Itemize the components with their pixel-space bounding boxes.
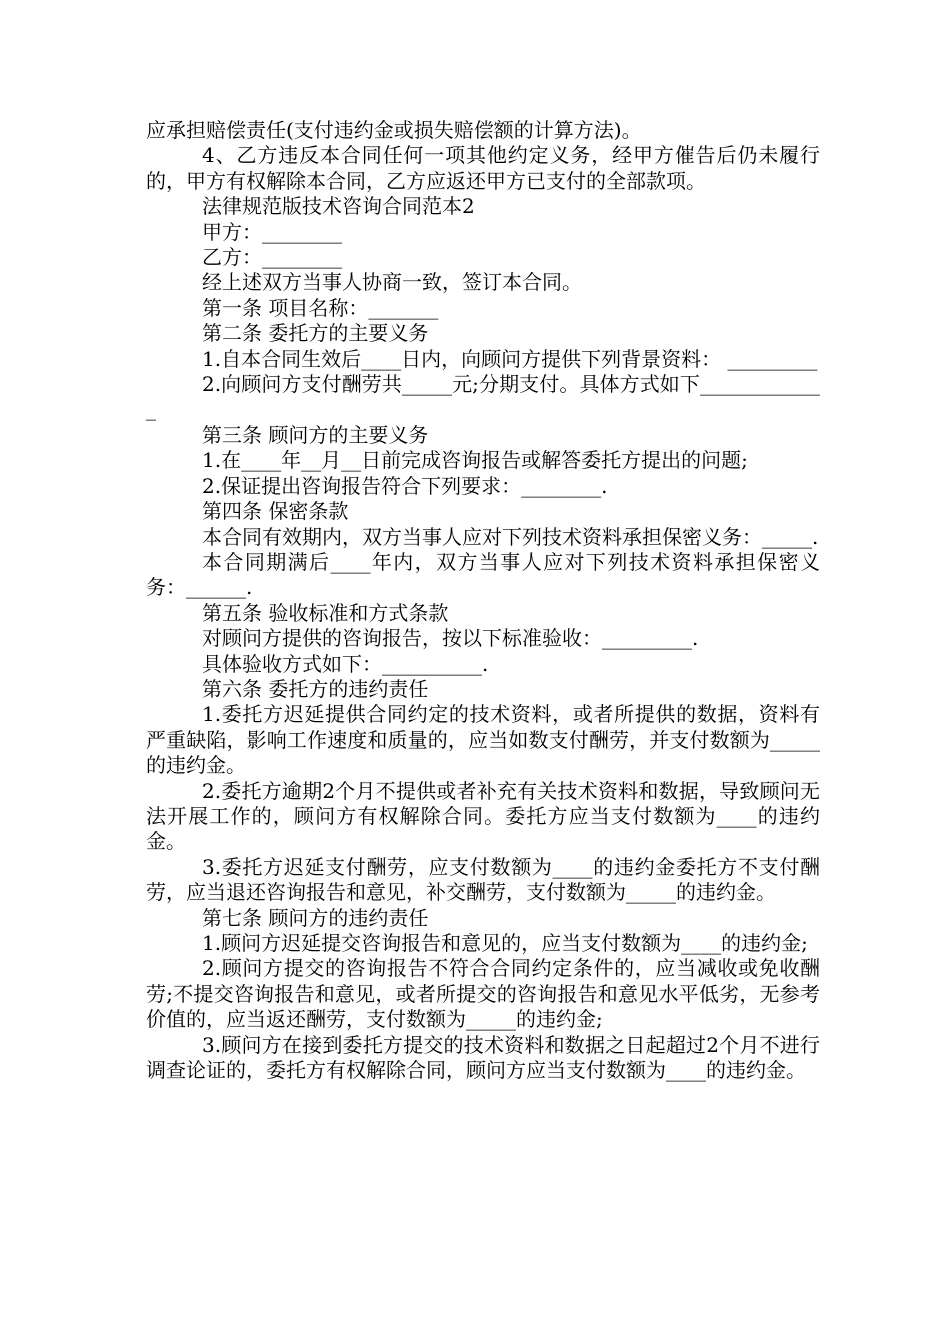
paragraph: 对顾问方提供的咨询报告，按以下标准验收：_________. <box>202 626 699 651</box>
paragraph: 本合同期满后____年内，双方当事人应对下列技术资料承担保密义务：______. <box>146 549 820 600</box>
paragraph: 本合同有效期内，双方当事人应对下列技术资料承担保密义务：_____. <box>202 524 819 549</box>
paragraph: 3.顾问方在接到委托方提交的技术资料和数据之日起超过2个月不进行调查论证的，委托方有权解除合同，顾问方应当支付数额为____的违约金。 <box>146 1032 820 1083</box>
paragraph: 2.保证提出咨询报告符合下列要求：________. <box>202 473 608 498</box>
paragraph: 第七条 顾问方的违约责任 <box>202 905 429 930</box>
paragraph: 第四条 保密条款 <box>202 499 349 524</box>
paragraph: 第二条 委托方的主要义务 <box>202 321 429 346</box>
paragraph: 3.委托方迟延支付酬劳，应支付数额为____的违约金委托方不支付酬劳，应当退还咨询报告和意见，补交酬劳，支付数额为_____的违约金。 <box>146 854 820 905</box>
paragraph: 2.顾问方提交的咨询报告不符合合同约定条件的，应当减收或免收酬劳;不提交咨询报告和意见，或者所提交的咨询报告和意见水平低劣，无参考价值的，应当返还酬劳，支付数额为_____的违约金; <box>146 956 820 1032</box>
paragraph: 应承担赔偿责任(支付违约金或损失赔偿额的计算方法)。 <box>146 118 642 142</box>
paragraph: 乙方：________ <box>202 245 342 270</box>
paragraph: 第一条 项目名称：_______ <box>202 295 439 320</box>
paragraph: 2.委托方逾期2个月不提供或者补充有关技术资料和数据，导致顾问无法开展工作的，顾问方有权解除合同。委托方应当支付数额为____的违约金。 <box>146 778 820 854</box>
paragraph: 第三条 顾问方的主要义务 <box>202 422 429 447</box>
paragraph: 第六条 委托方的违约责任 <box>202 676 429 701</box>
paragraph: 法律规范版技术咨询合同范本2 <box>202 194 475 219</box>
paragraph: 经上述双方当事人协商一致，签订本合同。 <box>202 270 582 295</box>
paragraph: 1.在____年__月__日前完成咨询报告或解答委托方提出的问题; <box>202 448 748 473</box>
paragraph: 1.顾问方迟延提交咨询报告和意见的，应当支付数额为____的违约金; <box>202 931 808 955</box>
paragraph: 具体验收方式如下：__________. <box>202 651 489 676</box>
paragraph: 1.自本合同生效后____日内，向顾问方提供下列背景资料： _________ <box>202 346 818 371</box>
document-body <box>146 118 820 1083</box>
paragraph: 1.委托方迟延提供合同约定的技术资料，或者所提供的数据，资料有严重缺陷，影响工作速度和质量的，应当如数支付酬劳，并支付数额为_____的违约金。 <box>146 702 820 778</box>
paragraph: 4、乙方违反本合同任何一项其他约定义务，经甲方催告后仍未履行的，甲方有权解除本合同，乙方应返还甲方已支付的全部款项。 <box>146 143 820 193</box>
paragraph: 2.向顾问方支付酬劳共_____元;分期支付。具体方式如下_____________ <box>146 372 820 422</box>
paragraph: 甲方：________ <box>202 219 342 244</box>
paragraph: 第五条 验收标准和方式条款 <box>202 600 449 625</box>
